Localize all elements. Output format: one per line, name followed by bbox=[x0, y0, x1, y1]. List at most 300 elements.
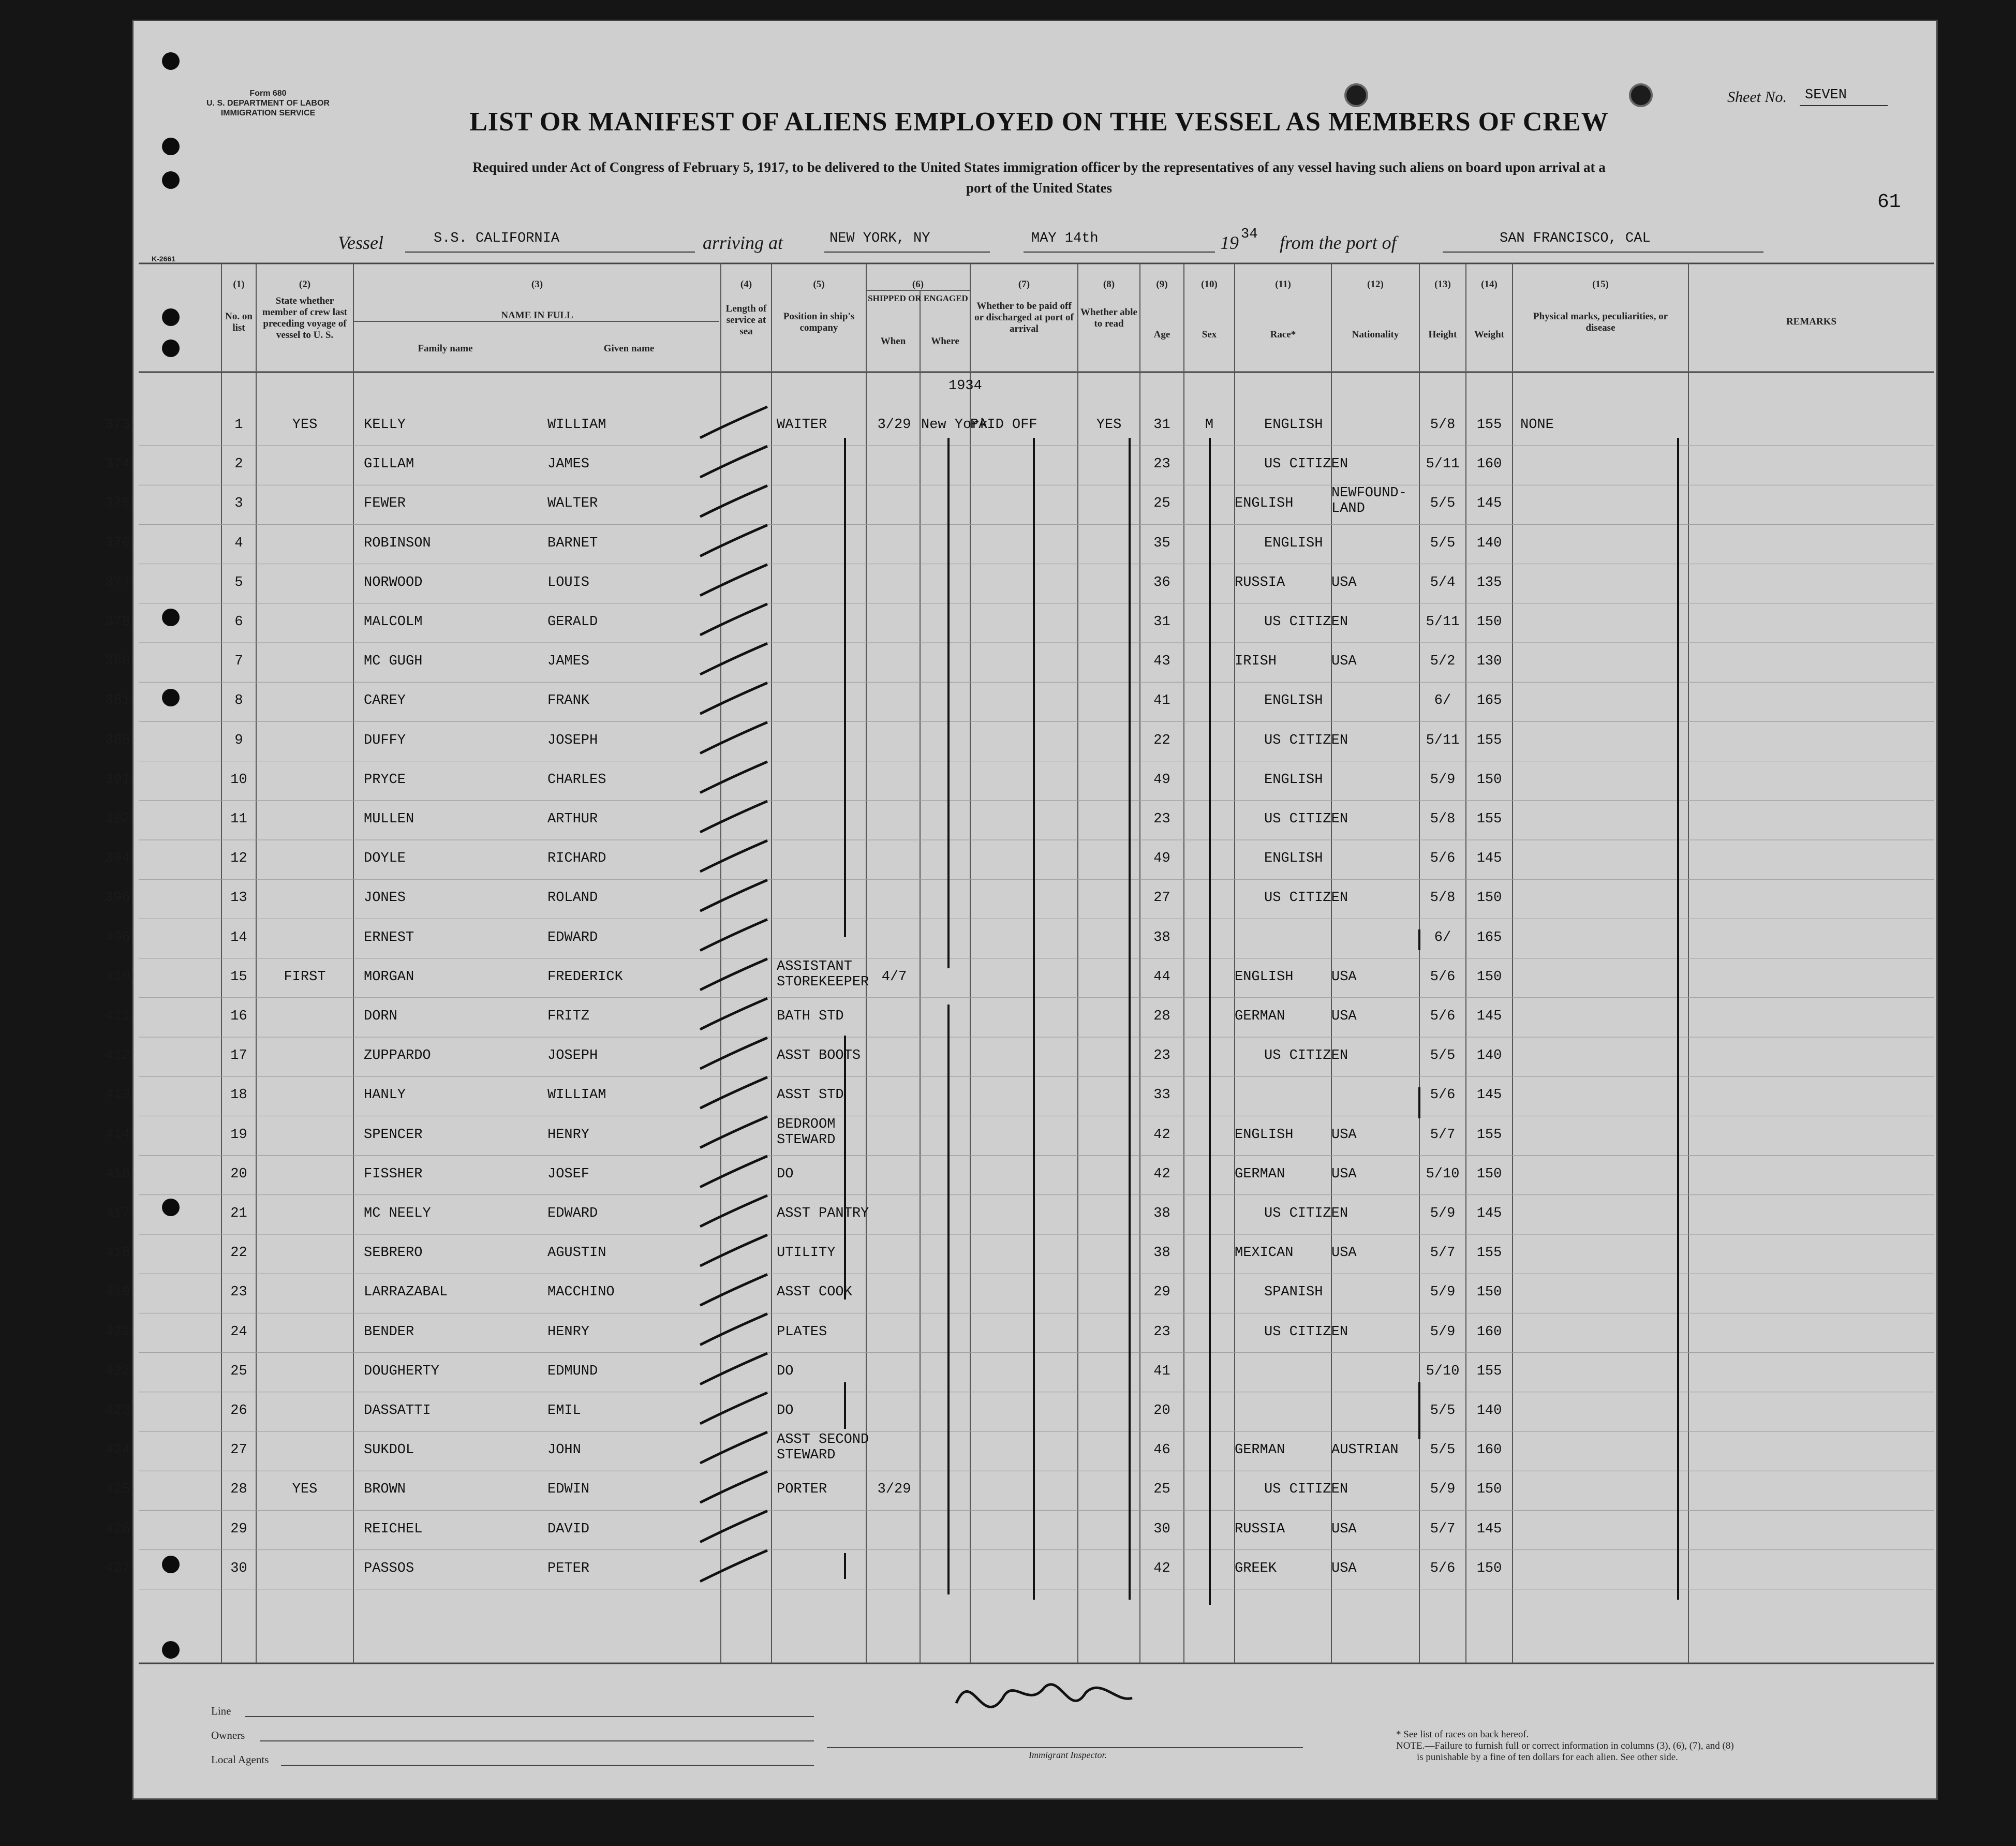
row-age: 35 bbox=[1153, 535, 1170, 551]
row-given-name: AGUSTIN bbox=[547, 1245, 606, 1261]
row-previous-voyage: YES bbox=[292, 1482, 318, 1498]
col-head-sex: Sex bbox=[1202, 329, 1217, 340]
row-list-number: 25 bbox=[230, 1363, 247, 1379]
vessel-label: Vessel bbox=[338, 232, 383, 253]
row-list-number: 16 bbox=[230, 1009, 247, 1024]
service-ditto-stroke bbox=[700, 604, 767, 635]
col-num-6: (6) bbox=[912, 279, 924, 290]
row-sex: M bbox=[1205, 417, 1214, 433]
row-weight: 150 bbox=[1476, 614, 1502, 630]
row-weight: 155 bbox=[1476, 811, 1502, 827]
row-given-name: WILLIAM bbox=[547, 1087, 606, 1103]
row-list-number: 21 bbox=[230, 1206, 247, 1221]
row-family-name: MULLEN bbox=[364, 811, 414, 827]
row-nationality: US CITIZEN bbox=[1264, 614, 1348, 630]
row-ref-number: 385 bbox=[105, 732, 130, 748]
row-weight: 150 bbox=[1476, 1560, 1502, 1576]
service-ditto-stroke bbox=[700, 1077, 767, 1108]
row-height: 5/6 bbox=[1430, 1087, 1456, 1103]
service-ditto-stroke bbox=[700, 1471, 767, 1502]
service-ditto-stroke bbox=[700, 998, 767, 1029]
row-nationality: US CITIZEN bbox=[1264, 890, 1348, 906]
row-height: 5/11 bbox=[1426, 456, 1460, 472]
row-list-number: 18 bbox=[230, 1087, 247, 1103]
row-nationality: US CITIZEN bbox=[1264, 732, 1348, 748]
footer-line-label: Line bbox=[211, 1705, 231, 1717]
manifest-sheet bbox=[105, 20, 1938, 1800]
row-previous-voyage: FIRST bbox=[284, 969, 326, 985]
row-age: 22 bbox=[1153, 732, 1170, 748]
col-head-race: Race* bbox=[1270, 329, 1296, 340]
row-age: 46 bbox=[1153, 1442, 1170, 1458]
row-family-name: PASSOS bbox=[364, 1560, 414, 1576]
page-number: 61 bbox=[1877, 191, 1901, 213]
row-height: 5/6 bbox=[1430, 969, 1456, 985]
row-race: GERMAN bbox=[1235, 1442, 1285, 1458]
row-nationality: AUSTRIAN bbox=[1331, 1442, 1399, 1458]
row-list-number: 30 bbox=[230, 1560, 247, 1576]
row-nationality: SPANISH bbox=[1264, 1284, 1323, 1301]
service-ditto-stroke bbox=[700, 446, 767, 477]
row-family-name: BROWN bbox=[364, 1482, 406, 1498]
row-race: GERMAN bbox=[1235, 1166, 1285, 1182]
row-weight: 150 bbox=[1476, 969, 1502, 985]
row-ref-number: 392 bbox=[105, 811, 130, 827]
footer-note-1: * See list of races on back hereof. bbox=[1396, 1729, 1529, 1740]
row-given-name: ARTHUR bbox=[547, 811, 598, 827]
arriving-label: arriving at bbox=[703, 232, 783, 253]
col-head-where: Where bbox=[931, 336, 959, 347]
row-nationality: ENGLISH bbox=[1264, 693, 1323, 709]
row-shipped-when: 3/29 bbox=[877, 417, 911, 433]
row-nationality: USA bbox=[1331, 1521, 1357, 1537]
row-family-name: FEWER bbox=[364, 496, 406, 512]
row-age: 20 bbox=[1153, 1403, 1170, 1419]
row-given-name: LOUIS bbox=[547, 574, 590, 590]
row-ref-number: 410 bbox=[105, 969, 130, 985]
row-family-name: DASSATTI bbox=[364, 1403, 431, 1419]
from-label: from the port of bbox=[1280, 232, 1397, 253]
footer-note-2: NOTE.—Failure to furnish full or correct information in columns (3), (6), (7), and (8) bbox=[1396, 1740, 1734, 1751]
form-department: U. S. DEPARTMENT OF LABOR bbox=[206, 99, 330, 108]
row-age: 38 bbox=[1153, 1245, 1170, 1261]
row-given-name: EDWIN bbox=[547, 1482, 590, 1498]
row-weight: 160 bbox=[1476, 1324, 1502, 1340]
service-ditto-stroke bbox=[700, 1511, 767, 1542]
col-head-able-to-read: Whether able to read bbox=[1080, 307, 1137, 329]
row-age: 38 bbox=[1153, 1206, 1170, 1221]
row-ref-number: 374 bbox=[105, 456, 130, 472]
col-num-15: (15) bbox=[1592, 279, 1609, 290]
row-given-name: EMIL bbox=[547, 1403, 581, 1419]
row-list-number: 3 bbox=[234, 496, 243, 512]
row-family-name: CAREY bbox=[364, 693, 406, 709]
row-family-name: FISSHER bbox=[364, 1166, 423, 1182]
row-ref-number: 417 bbox=[105, 1206, 130, 1221]
row-list-number: 1 bbox=[234, 417, 243, 433]
row-height: 5/6 bbox=[1430, 1009, 1456, 1024]
row-list-number: 17 bbox=[230, 1048, 247, 1064]
col-num-11: (11) bbox=[1275, 279, 1291, 290]
service-ditto-stroke bbox=[700, 762, 767, 793]
row-age: 42 bbox=[1153, 1166, 1170, 1182]
service-ditto-stroke bbox=[700, 959, 767, 990]
service-ditto-stroke bbox=[700, 1432, 767, 1463]
row-given-name: JAMES bbox=[547, 456, 590, 472]
row-race: MEXICAN bbox=[1235, 1245, 1294, 1261]
row-position: DO bbox=[777, 1403, 794, 1419]
row-position: ASST SECOND STEWARD bbox=[777, 1432, 869, 1464]
service-ditto-stroke bbox=[700, 1117, 767, 1148]
row-ref-number: 378 bbox=[105, 614, 130, 630]
row-height: 5/6 bbox=[1430, 1560, 1456, 1576]
row-ref-number: 381 bbox=[105, 693, 130, 709]
row-ref-number: 427 bbox=[105, 1560, 130, 1576]
col-num-9: (9) bbox=[1156, 279, 1168, 290]
col-head-paid-off: Whether to be paid off or discharged at port of arrival bbox=[974, 301, 1074, 334]
row-weight: 150 bbox=[1476, 1482, 1502, 1498]
row-ref-number: 426 bbox=[105, 1521, 130, 1537]
col-num-2: (2) bbox=[299, 279, 311, 290]
row-age: 28 bbox=[1153, 1009, 1170, 1024]
row-list-number: 29 bbox=[230, 1521, 247, 1537]
row-ref-number: 424 bbox=[105, 1442, 130, 1458]
row-list-number: 22 bbox=[230, 1245, 247, 1261]
row-family-name: ROBINSON bbox=[364, 535, 431, 551]
row-race: ENGLISH bbox=[1235, 1127, 1294, 1143]
row-position: ASST COOK bbox=[777, 1284, 852, 1301]
row-list-number: 12 bbox=[230, 851, 247, 867]
row-weight: 150 bbox=[1476, 772, 1502, 788]
col-num-12: (12) bbox=[1367, 279, 1384, 290]
inspector-rule bbox=[827, 1747, 1303, 1748]
footer-line-rule bbox=[245, 1716, 814, 1717]
row-family-name: ZUPPARDO bbox=[364, 1048, 431, 1064]
row-ref-number: 419 bbox=[105, 1284, 130, 1301]
row-race: ENGLISH bbox=[1235, 969, 1294, 985]
row-ref-number: 413 bbox=[105, 1087, 130, 1103]
col-num-7: (7) bbox=[1018, 279, 1030, 290]
row-given-name: PETER bbox=[547, 1560, 590, 1576]
row-given-name: JOSEF bbox=[547, 1166, 590, 1182]
row-height: 6/ bbox=[1434, 929, 1451, 946]
row-given-name: HENRY bbox=[547, 1127, 590, 1143]
col-head-name: NAME IN FULL bbox=[501, 310, 573, 321]
row-age: 30 bbox=[1153, 1521, 1170, 1537]
footer-agents-rule bbox=[281, 1765, 814, 1766]
row-ref-number: 396 bbox=[105, 890, 130, 906]
row-race: IRISH bbox=[1235, 654, 1277, 670]
row-position: WAITER bbox=[777, 417, 827, 433]
row-given-name: ROLAND bbox=[547, 890, 598, 906]
row-position: BEDROOM STEWARD bbox=[777, 1116, 836, 1148]
row-given-name: FREDERICK bbox=[547, 969, 623, 985]
row-family-name: MC GUGH bbox=[364, 654, 423, 670]
service-ditto-stroke bbox=[700, 485, 767, 516]
from-port: SAN FRANCISCO, CAL bbox=[1500, 231, 1651, 246]
row-given-name: CHARLES bbox=[547, 772, 606, 788]
service-ditto-stroke bbox=[700, 1038, 767, 1069]
row-ref-number: 376 bbox=[105, 535, 130, 551]
row-family-name: NORWOOD bbox=[364, 574, 423, 590]
row-family-name: SUKDOL bbox=[364, 1442, 414, 1458]
footer-note-3: is punishable by a fine of ten dollars for each alien. See other side. bbox=[1417, 1752, 1678, 1763]
row-position: DO bbox=[777, 1363, 794, 1379]
row-age: 41 bbox=[1153, 1363, 1170, 1379]
row-nationality: USA bbox=[1331, 1127, 1357, 1143]
row-list-number: 6 bbox=[234, 614, 243, 630]
row-family-name: DUFFY bbox=[364, 732, 406, 748]
row-age: 23 bbox=[1153, 1324, 1170, 1340]
col-head-family-name: Family name bbox=[418, 343, 473, 354]
row-age: 49 bbox=[1153, 772, 1170, 788]
row-weight: 145 bbox=[1476, 851, 1502, 867]
row-ref-number: 421 bbox=[105, 1324, 130, 1340]
row-height: 5/7 bbox=[1430, 1521, 1456, 1537]
row-height: 5/2 bbox=[1430, 654, 1456, 670]
year-suffix: 34 bbox=[1241, 227, 1258, 242]
col-head-shipped: SHIPPED OR ENGAGED bbox=[868, 293, 968, 303]
row-height: 6/ bbox=[1434, 693, 1451, 709]
row-age: 25 bbox=[1153, 496, 1170, 512]
service-ditto-stroke bbox=[700, 840, 767, 872]
row-ref-number: 411 bbox=[105, 1009, 130, 1024]
row-height: 5/8 bbox=[1430, 890, 1456, 906]
inspector-label: Immigrant Inspector. bbox=[1029, 1750, 1107, 1760]
row-given-name: EDWARD bbox=[547, 1206, 598, 1221]
arrival-port: NEW YORK, NY bbox=[829, 231, 930, 246]
row-weight: 155 bbox=[1476, 732, 1502, 748]
row-nationality: US CITIZEN bbox=[1264, 456, 1348, 472]
row-age: 23 bbox=[1153, 1048, 1170, 1064]
row-nationality: US CITIZEN bbox=[1264, 1206, 1348, 1221]
row-family-name: BENDER bbox=[364, 1324, 414, 1340]
service-ditto-stroke bbox=[700, 722, 767, 754]
col-head-remarks: REMARKS bbox=[1786, 316, 1837, 327]
service-ditto-stroke bbox=[700, 1195, 767, 1227]
row-position: PORTER bbox=[777, 1482, 827, 1498]
row-list-number: 15 bbox=[230, 969, 247, 985]
row-weight: 160 bbox=[1476, 1442, 1502, 1458]
inspector-signature bbox=[956, 1685, 1132, 1707]
row-physical-marks: NONE bbox=[1520, 417, 1554, 433]
row-weight: 135 bbox=[1476, 574, 1502, 590]
row-list-number: 27 bbox=[230, 1442, 247, 1458]
row-position: ASST PANTRY bbox=[777, 1206, 869, 1221]
row-given-name: JOHN bbox=[547, 1442, 581, 1458]
row-weight: 145 bbox=[1476, 1521, 1502, 1537]
row-height: 5/5 bbox=[1430, 1403, 1456, 1419]
row-list-number: 24 bbox=[230, 1324, 247, 1340]
col-num-8: (8) bbox=[1103, 279, 1115, 290]
row-age: 25 bbox=[1153, 1482, 1170, 1498]
row-weight: 150 bbox=[1476, 890, 1502, 906]
row-height: 5/6 bbox=[1430, 851, 1456, 867]
row-nationality: USA bbox=[1331, 574, 1357, 590]
row-weight: 155 bbox=[1476, 1363, 1502, 1379]
row-weight: 150 bbox=[1476, 1166, 1502, 1182]
row-ref-number: 416 bbox=[105, 1166, 130, 1182]
row-family-name: ERNEST bbox=[364, 929, 414, 946]
row-weight: 165 bbox=[1476, 693, 1502, 709]
row-nationality: USA bbox=[1331, 969, 1357, 985]
row-height: 5/4 bbox=[1430, 574, 1456, 590]
row-ref-number: 373 bbox=[105, 417, 130, 433]
row-position: DO bbox=[777, 1166, 794, 1182]
col-head-weight: Weight bbox=[1474, 329, 1505, 340]
row-height: 5/5 bbox=[1430, 1048, 1456, 1064]
row-ref-number: 414 bbox=[105, 1127, 130, 1143]
row-age: 36 bbox=[1153, 574, 1170, 590]
row-weight: 155 bbox=[1476, 1127, 1502, 1143]
row-nationality: ENGLISH bbox=[1264, 851, 1323, 867]
row-weight: 145 bbox=[1476, 1009, 1502, 1024]
row-given-name: JOSEPH bbox=[547, 732, 598, 748]
row-list-number: 13 bbox=[230, 890, 247, 906]
row-nationality: ENGLISH bbox=[1264, 417, 1323, 433]
col-num-10: (10) bbox=[1201, 279, 1218, 290]
row-family-name: REICHEL bbox=[364, 1521, 423, 1537]
row-age: 31 bbox=[1153, 614, 1170, 630]
row-given-name: GERALD bbox=[547, 614, 598, 630]
row-height: 5/8 bbox=[1430, 417, 1456, 433]
row-ref-number: 425 bbox=[105, 1482, 130, 1498]
row-age: 27 bbox=[1153, 890, 1170, 906]
row-age: 23 bbox=[1153, 456, 1170, 472]
col-head-nationality: Nationality bbox=[1352, 329, 1399, 340]
row-family-name: JONES bbox=[364, 890, 406, 906]
row-shipped-when: 4/7 bbox=[881, 969, 907, 985]
col-head-given-name: Given name bbox=[603, 343, 655, 354]
row-given-name: WILLIAM bbox=[547, 417, 606, 433]
row-family-name: GILLAM bbox=[364, 456, 414, 472]
row-nationality: NEWFOUND- LAND bbox=[1331, 485, 1407, 517]
row-nationality: USA bbox=[1331, 1560, 1357, 1576]
row-family-name: MC NEELY bbox=[364, 1206, 431, 1221]
row-given-name: DAVID bbox=[547, 1521, 590, 1537]
col-num-13: (13) bbox=[1434, 279, 1451, 290]
col-head-previous-voyage: State whether member of crew last preceding voyage of vessel to U. S. bbox=[262, 296, 348, 341]
row-ref-number: 391 bbox=[105, 772, 130, 788]
row-given-name: EDMUND bbox=[547, 1363, 598, 1379]
row-family-name: MORGAN bbox=[364, 969, 414, 985]
row-weight: 145 bbox=[1476, 1206, 1502, 1221]
row-nationality: USA bbox=[1331, 654, 1357, 670]
year-prefix: 19 bbox=[1220, 232, 1239, 253]
row-list-number: 28 bbox=[230, 1482, 247, 1498]
row-given-name: EDWARD bbox=[547, 929, 598, 946]
service-ditto-stroke bbox=[700, 1156, 767, 1187]
row-family-name: LARRAZABAL bbox=[364, 1284, 448, 1301]
row-weight: 150 bbox=[1476, 1284, 1502, 1301]
col-head-length-of-service: Length of service at sea bbox=[725, 303, 767, 337]
page-title: LIST OR MANIFEST OF ALIENS EMPLOYED ON THE VESSEL AS MEMBERS OF CREW bbox=[469, 107, 1609, 137]
row-ref-number: 394 bbox=[105, 851, 130, 867]
row-family-name: HANLY bbox=[364, 1087, 406, 1103]
sheet-number: SEVEN bbox=[1805, 87, 1847, 103]
row-ref-number: 406 bbox=[105, 929, 130, 946]
row-given-name: WALTER bbox=[547, 496, 598, 512]
row-age: 38 bbox=[1153, 929, 1170, 946]
row-age: 41 bbox=[1153, 693, 1170, 709]
row-list-number: 10 bbox=[230, 772, 247, 788]
row-nationality: US CITIZEN bbox=[1264, 1048, 1348, 1064]
row-ref-number: 418 bbox=[105, 1245, 130, 1261]
row-weight: 140 bbox=[1476, 535, 1502, 551]
form-code: K-2661 bbox=[152, 255, 175, 263]
row-height: 5/10 bbox=[1426, 1363, 1460, 1379]
row-height: 5/11 bbox=[1426, 614, 1460, 630]
service-ditto-stroke bbox=[700, 801, 767, 832]
row-list-number: 20 bbox=[230, 1166, 247, 1182]
row-list-number: 9 bbox=[234, 732, 243, 748]
vessel-name: S.S. CALIFORNIA bbox=[434, 231, 560, 246]
service-ditto-stroke bbox=[700, 1393, 767, 1424]
row-weight: 130 bbox=[1476, 654, 1502, 670]
row-ref-number: 412 bbox=[105, 1048, 130, 1064]
footer-agents-label: Local Agents bbox=[211, 1753, 269, 1766]
service-ditto-stroke bbox=[700, 525, 767, 556]
row-list-number: 23 bbox=[230, 1284, 247, 1301]
row-race: RUSSIA bbox=[1235, 1521, 1285, 1537]
col-head-no: No. on list bbox=[225, 311, 253, 333]
row-weight: 160 bbox=[1476, 456, 1502, 472]
row-weight: 155 bbox=[1476, 417, 1502, 433]
col-num-1: (1) bbox=[233, 279, 245, 290]
row-list-number: 4 bbox=[234, 535, 243, 551]
row-family-name: DOYLE bbox=[364, 851, 406, 867]
row-shipped-where: New York bbox=[921, 417, 988, 433]
service-ditto-stroke bbox=[700, 1353, 767, 1384]
row-given-name: BARNET bbox=[547, 535, 598, 551]
arrival-date: MAY 14th bbox=[1031, 231, 1099, 246]
row-family-name: PRYCE bbox=[364, 772, 406, 788]
year-note: 1934 bbox=[948, 378, 982, 394]
row-paid-off: PAID OFF bbox=[970, 417, 1037, 433]
subtitle-line-1: Required under Act of Congress of February 5, 1917, to be delivered to the United States immigration officer by the representatives of any vessel having such aliens on board upon arrival at a bbox=[472, 159, 1606, 175]
service-ditto-stroke bbox=[700, 565, 767, 596]
row-age: 42 bbox=[1153, 1127, 1170, 1143]
col-num-5: (5) bbox=[813, 279, 825, 290]
service-ditto-stroke bbox=[700, 1550, 767, 1582]
row-nationality: ENGLISH bbox=[1264, 772, 1323, 788]
service-ditto-stroke bbox=[700, 1314, 767, 1345]
row-height: 5/9 bbox=[1430, 772, 1456, 788]
row-nationality: US CITIZEN bbox=[1264, 1482, 1348, 1498]
row-nationality: USA bbox=[1331, 1245, 1357, 1261]
row-nationality: US CITIZEN bbox=[1264, 811, 1348, 827]
sheet-label: Sheet No. bbox=[1727, 88, 1787, 106]
row-height: 5/10 bbox=[1426, 1166, 1460, 1182]
form-service: IMMIGRATION SERVICE bbox=[220, 109, 316, 117]
row-list-number: 19 bbox=[230, 1127, 247, 1143]
row-list-number: 26 bbox=[230, 1403, 247, 1419]
row-age: 44 bbox=[1153, 969, 1170, 985]
row-able-to-read: YES bbox=[1096, 417, 1122, 433]
row-previous-voyage: YES bbox=[292, 417, 318, 433]
service-ditto-stroke bbox=[700, 683, 767, 714]
footer-owners-label: Owners bbox=[211, 1729, 245, 1741]
subtitle-line-2: port of the United States bbox=[966, 180, 1112, 196]
row-position: UTILITY bbox=[777, 1245, 836, 1261]
row-given-name: RICHARD bbox=[547, 851, 606, 867]
col-num-3: (3) bbox=[531, 279, 543, 290]
row-age: 49 bbox=[1153, 851, 1170, 867]
service-ditto-stroke bbox=[700, 880, 767, 911]
row-shipped-when: 3/29 bbox=[877, 1482, 911, 1498]
footer-owners-rule bbox=[260, 1740, 814, 1741]
form-number: Form 680 bbox=[249, 89, 287, 98]
